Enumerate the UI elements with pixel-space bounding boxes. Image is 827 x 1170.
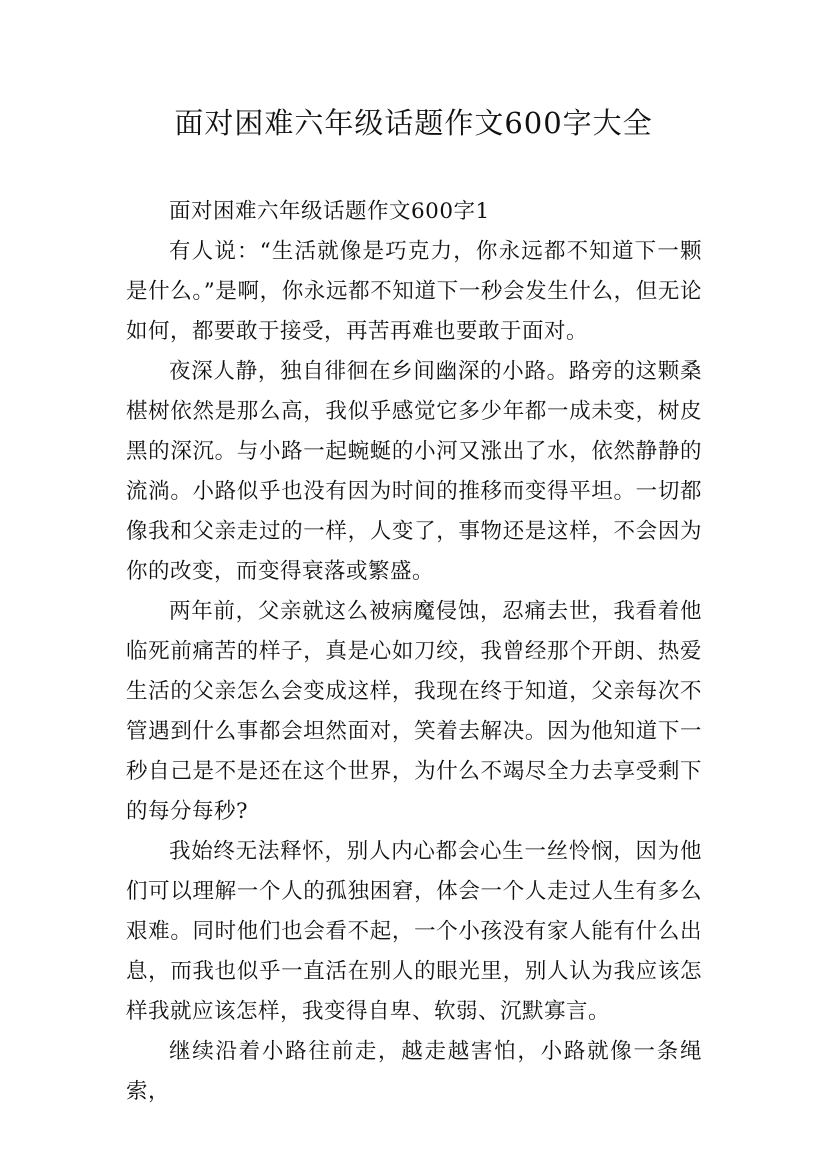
essay-subtitle: 面对困难六年级话题作文600字1	[169, 199, 490, 224]
paragraph-3: 两年前，父亲就这么被病魔侵蚀，忍痛去世，我看着他临死前痛苦的样子，真是心如刀绞，我曾经那个开朗、热爱生活的父亲怎么会变成这样，我现在终于知道，父亲每次不管遇到什么事都会坦然面对，笑着去解决。因为他知道下一秒自己是不是还在这个世界，为什么不竭尽全力去享受剩下的每分每秒?	[126, 599, 702, 824]
paragraph-1: 有人说：“生活就像是巧克力，你永远都不知道下一颗是什么。”是啊，你永远都不知道下一秒会发生什么，但无论如何，都要敢于接受，再苦再难也要敢于面对。	[126, 239, 702, 344]
paragraph-4: 我始终无法释怀，别人内心都会心生一丝怜悯，因为他们可以理解一个人的孤独困窘，体会一个人走过人生有多么艰难。同时他们也会看不起，一个小孩没有家人能有什么出息，而我也似乎一直活在别人的眼光里，别人认为我应该怎样我就应该怎样，我变得自卑、软弱、沉默寡言。	[126, 839, 702, 1024]
paragraph-5: 继续沿着小路往前走，越走越害怕，小路就像一条绳索，	[126, 1039, 702, 1104]
document-body	[126, 192, 702, 1112]
paragraph-2: 夜深人静，独自徘徊在乡间幽深的小路。路旁的这颗桑椹树依然是那么高，我似乎感觉它多少年都一成未变，树皮黑的深沉。与小路一起蜿蜒的小河又涨出了水，依然静静的流淌。小路似乎也没有因为时间的推移而变得平坦。一切都像我和父亲走过的一样，人变了，事物还是这样，不会因为你的改变，而变得衰落或繁盛。	[126, 359, 702, 584]
document-title: 面对困难六年级话题作文600字大全	[174, 106, 653, 140]
